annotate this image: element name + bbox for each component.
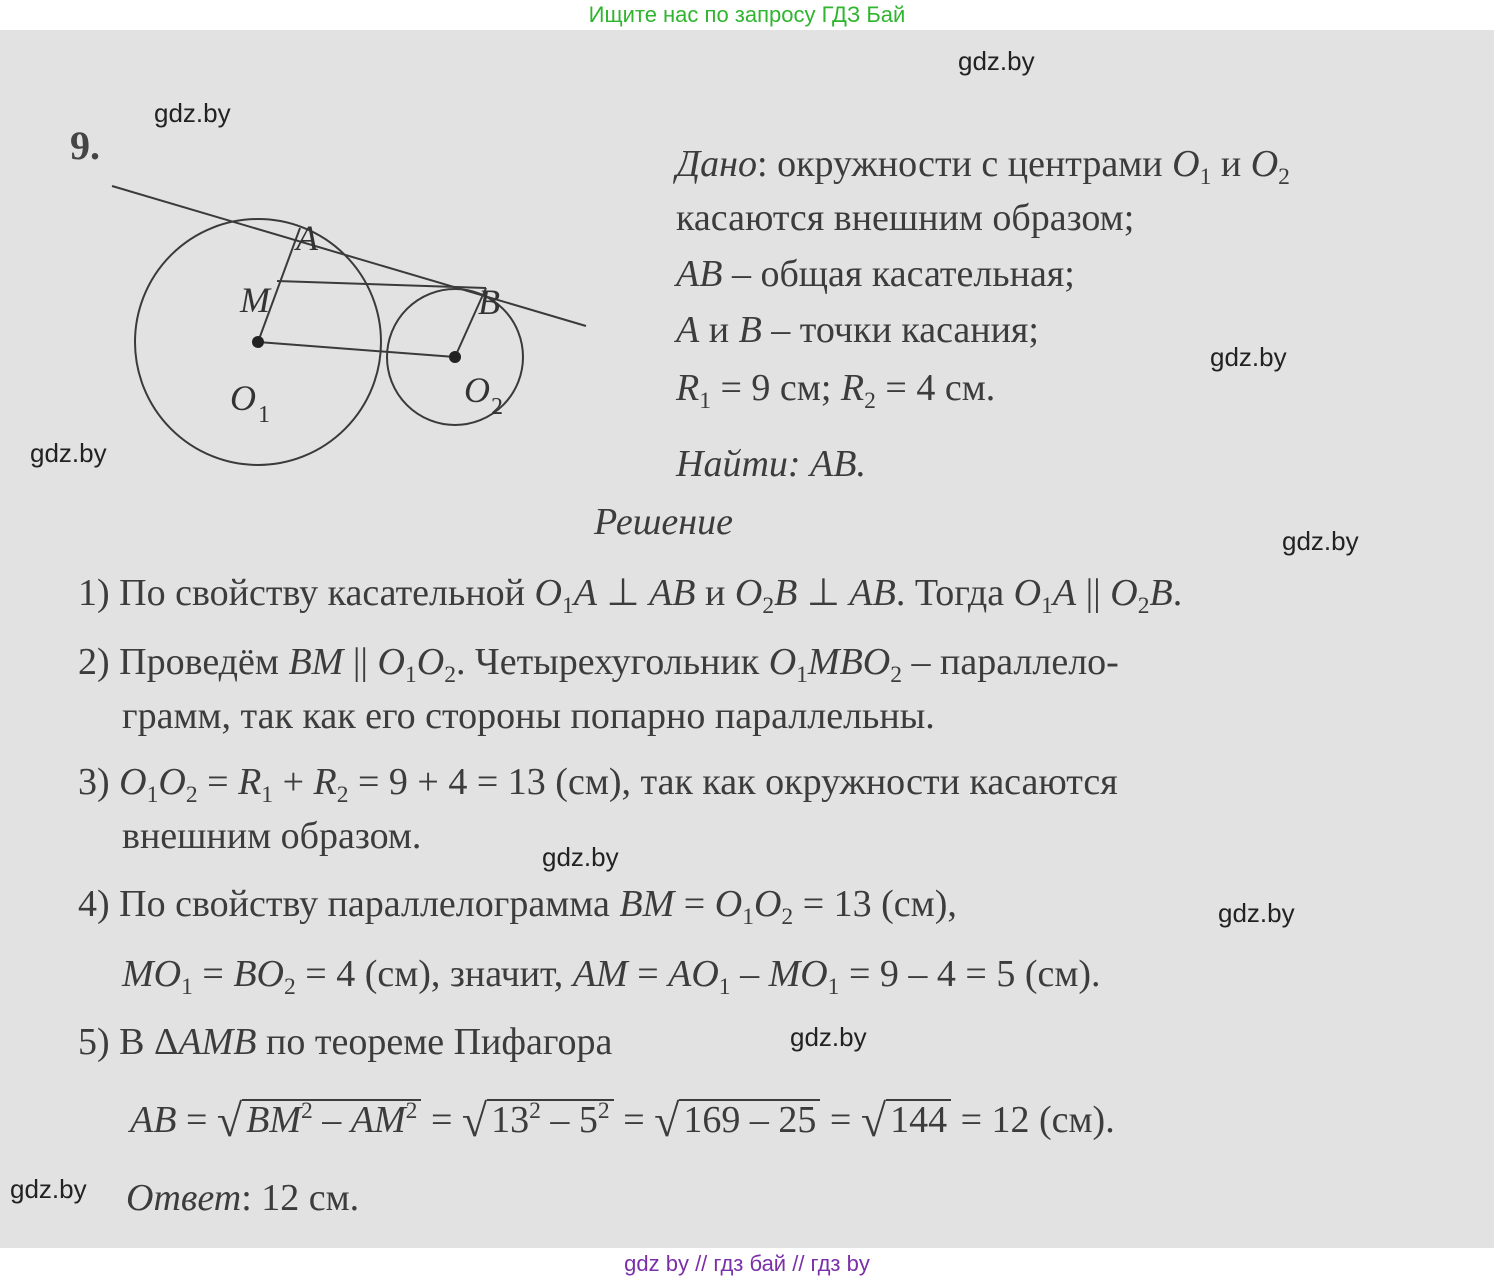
step-2-line-2: грамм, так как его стороны попарно параллельны.: [122, 695, 935, 737]
step-4: 4) По свойству параллелограмма BM = $O_1O_2 = 13$ (см),: [78, 883, 957, 931]
given-line-1: Дано: окружности с центрами $O_1$ и $O_2$: [676, 143, 1290, 191]
label-m: M: [240, 280, 270, 320]
bottom-banner: gdz by // гдз бай // гдз by: [624, 1251, 870, 1276]
label-o1: O: [230, 378, 256, 418]
top-banner: Ищите нас по запросу ГДЗ Бай: [588, 2, 906, 27]
watermark: gdz.by: [542, 842, 619, 872]
center-o2-dot: [449, 351, 461, 363]
tangent-line: [112, 186, 586, 326]
step-3: 3) $O_1O_2 = R_1 + R_2 = 9 + 4 = 13$ (см), так как окружности касаются: [78, 761, 1118, 809]
label-a: A: [296, 218, 318, 258]
center-o1-dot: [252, 336, 264, 348]
given-line-2: касаются внешним образом;: [676, 197, 1135, 239]
given-line-5: $R_1 = 9$ см; $R_2 = 4$ см.: [676, 367, 996, 415]
watermark: gdz.by: [1218, 898, 1295, 928]
step-1: 1) По свойству касательной $O_1A$ ⊥ AB и $O_2B$ ⊥ AB. Тогда $O_1A$ || $O_2B$.: [78, 572, 1183, 620]
watermark: gdz.by: [10, 1174, 87, 1204]
given-label: Дано: [676, 143, 758, 185]
pythagoras-formula: AB = √ $BM^2 - AM^2$ = √ $13^2 - 5^2$ = √ 169 – 25 = √ 144 = 12 (см).: [130, 1095, 1115, 1146]
label-o2-sub: 2: [491, 394, 503, 420]
geometry-figure: [100, 170, 600, 510]
step-3-line-2: внешним образом.: [122, 815, 422, 857]
watermark: gdz.by: [790, 1022, 867, 1052]
answer-line: Ответ: 12 см.: [126, 1177, 360, 1219]
given-line-4: A и B – точки касания;: [676, 309, 1039, 351]
watermark: gdz.by: [1210, 342, 1287, 372]
watermark: gdz.by: [958, 46, 1035, 76]
problem-number: 9.: [70, 123, 100, 168]
find-line: Найти: AB.: [676, 443, 866, 485]
watermark: gdz.by: [154, 98, 231, 128]
label-b: B: [478, 282, 500, 322]
step-5: 5) В ΔAMB по теореме Пифагора: [78, 1021, 613, 1063]
given-line-3: AB – общая касательная;: [676, 253, 1075, 295]
segment-o1o2: [258, 342, 455, 357]
step-4-line-2: $MO_1 = BO_2 = 4$ (см), значит, AM = $AO_1 - MO_1 = 9 - 4 = 5$ (см).: [122, 953, 1101, 1001]
textbook-page: [0, 30, 1494, 1248]
segment-mb: [277, 281, 486, 288]
watermark: gdz.by: [1282, 526, 1359, 556]
solution-title: Решение: [594, 501, 733, 543]
label-o1-sub: 1: [258, 402, 270, 428]
label-o2: O: [464, 370, 490, 410]
step-2: 2) Проведём BM || $O_1O_2$. Четырехугольник $O_1MBO_2$ – параллело-: [78, 641, 1119, 689]
watermark: gdz.by: [30, 438, 107, 468]
